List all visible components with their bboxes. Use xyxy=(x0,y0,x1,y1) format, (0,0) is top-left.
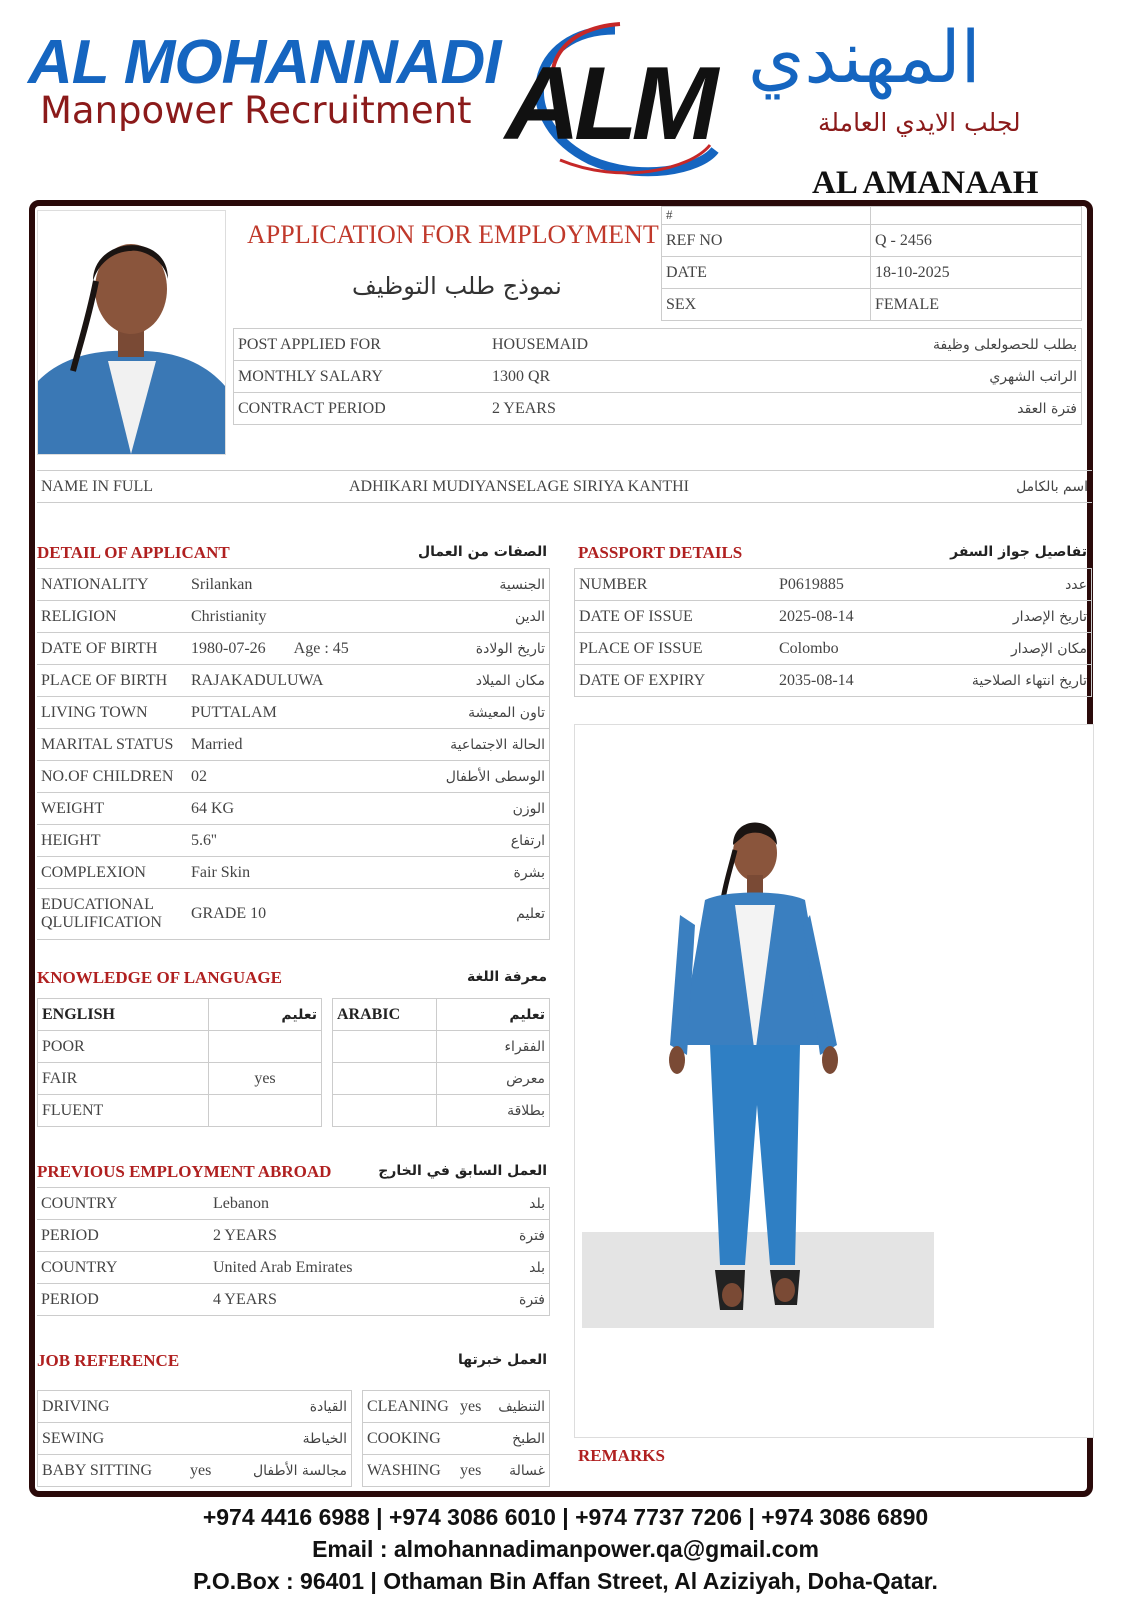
age-value: Age : 45 xyxy=(293,639,349,657)
table-row xyxy=(333,1095,549,1126)
cell-value: United Arab Emirates xyxy=(209,1252,467,1284)
post-row xyxy=(234,329,1081,361)
job-table-right xyxy=(362,1390,550,1487)
hash-cell: # xyxy=(662,207,871,225)
table-row xyxy=(575,569,1091,601)
cell-arabic: تاون المعيشة xyxy=(395,697,549,729)
empty-cell xyxy=(333,1063,437,1095)
table-row xyxy=(37,729,549,761)
table-row xyxy=(575,665,1091,696)
cell-value: Colombo xyxy=(775,633,933,665)
language-section-title: KNOWLEDGE OF LANGUAGE xyxy=(37,968,282,987)
cell-label: DRIVING xyxy=(38,1391,186,1423)
cell-value xyxy=(456,1423,489,1455)
post-label: POST APPLIED FOR xyxy=(234,329,488,361)
post-arabic: بطلب للحصولعلى وظيفة xyxy=(796,329,1081,361)
cell-arabic: فترة xyxy=(467,1220,549,1252)
brand-subtitle: Manpower Recruitment xyxy=(40,89,472,132)
table-row xyxy=(363,1423,549,1455)
sex-label: SEX xyxy=(662,289,871,320)
cell-label: EDUCATIONAL QLULIFICATION xyxy=(37,889,187,940)
cell-label: HEIGHT xyxy=(37,825,187,857)
post-value: HOUSEMAID xyxy=(488,329,796,361)
al-amanaah-label: AL AMANAAH xyxy=(812,165,1039,201)
contract-row xyxy=(234,393,1081,424)
employment-table xyxy=(37,1187,550,1316)
cell-label: CLEANING xyxy=(363,1391,456,1423)
footer-phones: +974 4416 6988 | +974 3086 6010 | +974 7737 7206 | +974 3086 6890 xyxy=(202,1504,929,1530)
table-row xyxy=(38,999,321,1031)
form-title-arabic: نموذج طلب التوظيف xyxy=(352,272,562,300)
cell-arabic: الحالة الاجتماعية xyxy=(395,729,549,761)
cell-value: 02 xyxy=(187,761,395,793)
passport-table xyxy=(574,568,1092,697)
cell-value: Fair Skin xyxy=(187,857,395,889)
name-value: ADHIKARI MUDIYANSELAGE SIRIYA KANTHI xyxy=(349,477,689,495)
cell-label: SEWING xyxy=(38,1423,186,1455)
english-header: ENGLISH xyxy=(38,999,209,1031)
applicant-section-title: DETAIL OF APPLICANT xyxy=(37,543,230,562)
date-value: 18-10-2025 xyxy=(871,257,1081,289)
table-row xyxy=(38,1423,351,1455)
contract-value: 2 YEARS xyxy=(492,399,556,417)
cell-label: COUNTRY xyxy=(37,1252,209,1284)
table-row xyxy=(37,697,549,729)
table-row xyxy=(575,633,1091,665)
table-row xyxy=(363,1391,549,1423)
cell-value: 2 YEARS xyxy=(209,1220,467,1252)
cell-value: yes xyxy=(460,1461,482,1479)
name-row xyxy=(37,470,1092,503)
cell-arabic: ارتفاع xyxy=(395,825,549,857)
cell-arabic: بلد xyxy=(467,1252,549,1284)
table-row xyxy=(38,1031,321,1063)
cell-label: PERIOD xyxy=(37,1220,209,1252)
cell-arabic: بطلاقة xyxy=(507,1102,545,1119)
salary-arabic: الراتب الشهري xyxy=(796,361,1081,393)
table-row xyxy=(363,1455,549,1486)
contract-arabic: فترة العقد xyxy=(1017,400,1077,417)
salary-value: 1300 QR xyxy=(488,361,796,393)
cell-arabic: فترة xyxy=(467,1284,549,1316)
brand-name-arabic: المهندي xyxy=(748,15,981,99)
cell-label: PERIOD xyxy=(37,1284,209,1316)
cell-value: RAJAKADULUWA xyxy=(187,665,395,697)
cell-label: WEIGHT xyxy=(37,793,187,825)
ref-label: REF NO xyxy=(662,225,871,257)
table-row xyxy=(37,825,549,857)
cell-value: yes xyxy=(456,1391,489,1423)
table-row xyxy=(38,1095,321,1126)
table-row xyxy=(38,1063,321,1095)
passport-section-title-arabic: تفاصيل جواز السفر xyxy=(950,544,1087,560)
table-row xyxy=(37,665,549,697)
table-row xyxy=(333,999,549,1031)
post-table xyxy=(233,328,1082,425)
cell-arabic: الدين xyxy=(395,601,549,633)
brand-name-english: AL MOHANNADI xyxy=(28,28,501,97)
cell-label: NUMBER xyxy=(575,569,775,601)
cell-value: yes xyxy=(190,1461,212,1479)
cell-arabic: معرض xyxy=(437,1063,549,1095)
cell-arabic: مكان الميلاد xyxy=(395,665,549,697)
table-row xyxy=(37,633,549,665)
form-title: APPLICATION FOR EMPLOYMENT xyxy=(247,220,659,249)
cell-label: COUNTRY xyxy=(37,1188,209,1220)
cell-arabic: تاريخ الإصدار xyxy=(933,601,1091,633)
cell-arabic: تعليم xyxy=(395,889,549,940)
cell-value: yes xyxy=(209,1063,321,1095)
cell-label: PLACE OF BIRTH xyxy=(37,665,187,697)
full-body-image xyxy=(575,725,1093,1437)
footer-email: Email : almohannadimanpower.qa@gmail.com xyxy=(312,1536,819,1562)
cell-value xyxy=(187,633,395,665)
cell-value: Married xyxy=(187,729,395,761)
reference-table xyxy=(661,206,1082,321)
table-row xyxy=(37,601,549,633)
cell-arabic: بشرة xyxy=(395,857,549,889)
cell-arabic: الفقراء xyxy=(437,1031,549,1063)
cell-arabic: تاريخ الولادة xyxy=(395,633,549,665)
cell-label: DATE OF EXPIRY xyxy=(579,671,706,689)
cell-label: POOR xyxy=(38,1031,209,1063)
table-row xyxy=(37,857,549,889)
cell-label: DATE OF BIRTH xyxy=(37,633,187,665)
cell-arabic: الطبخ xyxy=(489,1423,549,1455)
cell-arabic: التنظيف xyxy=(489,1391,549,1423)
footer-address: P.O.Box : 96401 | Othaman Bin Affan Street, Al Aziziyah, Doha-Qatar. xyxy=(193,1568,938,1594)
salary-label: MONTHLY SALARY xyxy=(234,361,488,393)
cell-value: 2035-08-14 xyxy=(779,671,854,689)
table-row xyxy=(37,793,549,825)
arabic-header-arabic: تعليم xyxy=(437,999,549,1031)
cell-arabic: القيادة xyxy=(244,1391,351,1423)
applicant-portrait xyxy=(37,210,226,455)
cell-label: LIVING TOWN xyxy=(37,697,187,729)
cell-value: P0619885 xyxy=(775,569,933,601)
cell-value xyxy=(209,1095,321,1126)
cell-arabic: تاريخ انتهاء الصلاحية xyxy=(971,672,1087,689)
arabic-header: ARABIC xyxy=(333,999,437,1031)
table-row xyxy=(37,1284,549,1316)
cell-value: Christianity xyxy=(187,601,395,633)
table-row xyxy=(37,1188,549,1220)
table-row xyxy=(38,1391,351,1423)
empty-cell xyxy=(333,1031,437,1063)
cell-arabic: بلد xyxy=(467,1188,549,1220)
cell-label: BABY SITTING xyxy=(42,1461,153,1479)
job-section-title-arabic: العمل خبرتها xyxy=(458,1352,547,1368)
cell-value: 64 KG xyxy=(187,793,395,825)
passport-section-title: PASSPORT DETAILS xyxy=(578,543,743,562)
cell-value: Lebanon xyxy=(209,1188,467,1220)
employment-section-title-arabic: العمل السابق في الخارج xyxy=(378,1163,547,1179)
portrait-image xyxy=(38,211,225,454)
arabic-table xyxy=(332,998,550,1127)
cell-label: COMPLEXION xyxy=(37,857,187,889)
table-row xyxy=(333,1063,549,1095)
cell-arabic: الوسطى الأطفال xyxy=(395,761,549,793)
cell-value: 5.6'' xyxy=(187,825,395,857)
cell-label: NATIONALITY xyxy=(37,569,187,601)
language-section-title-arabic: معرفة اللغة xyxy=(467,969,547,985)
cell-arabic: الجنسية xyxy=(395,569,549,601)
cell-arabic: مجالسة الأطفال xyxy=(252,1462,347,1479)
cell-label: NO.OF CHILDREN xyxy=(37,761,187,793)
table-row xyxy=(37,1220,549,1252)
name-label: NAME IN FULL xyxy=(41,477,153,495)
cell-label: FLUENT xyxy=(38,1095,209,1126)
empty-cell xyxy=(333,1095,437,1126)
table-row xyxy=(37,761,549,793)
remarks-label: REMARKS xyxy=(578,1446,665,1465)
empty-cell xyxy=(871,207,1081,225)
english-header-arabic: تعليم xyxy=(209,999,321,1031)
table-row xyxy=(333,1031,549,1063)
cell-value: 4 YEARS xyxy=(209,1284,467,1316)
cell-value xyxy=(186,1423,244,1455)
ref-value: Q - 2456 xyxy=(871,225,1081,257)
cell-label: RELIGION xyxy=(37,601,187,633)
cell-value: PUTTALAM xyxy=(187,697,395,729)
contract-label: CONTRACT PERIOD xyxy=(238,399,386,417)
cell-arabic: الخياطة xyxy=(244,1423,351,1455)
cell-label: WASHING xyxy=(367,1461,441,1479)
job-section-title: JOB REFERENCE xyxy=(37,1351,180,1370)
cell-value: Srilankan xyxy=(187,569,395,601)
cell-arabic: الوزن xyxy=(395,793,549,825)
cell-label: COOKING xyxy=(363,1423,456,1455)
cell-value xyxy=(209,1031,321,1063)
cell-arabic: غسالة xyxy=(509,1462,545,1479)
salary-row xyxy=(234,361,1081,393)
cell-value xyxy=(186,1391,244,1423)
table-row xyxy=(575,601,1091,633)
name-arabic: اسم بالكامل xyxy=(1016,478,1088,495)
cell-label: MARITAL STATUS xyxy=(37,729,187,761)
employment-section-title: PREVIOUS EMPLOYMENT ABROAD xyxy=(37,1162,332,1181)
applicant-full-photo xyxy=(574,724,1094,1438)
table-row xyxy=(38,1455,351,1486)
table-row xyxy=(37,569,549,601)
applicant-section-title-arabic: الصفات من العمال xyxy=(417,544,547,560)
cell-value: 2025-08-14 xyxy=(775,601,933,633)
table-row xyxy=(37,889,549,940)
applicant-table xyxy=(37,568,550,940)
brand-subtitle-arabic: لجلب الايدي العاملة xyxy=(818,108,1021,137)
job-table-left xyxy=(37,1390,352,1487)
cell-arabic: عدد xyxy=(933,569,1091,601)
alm-logo-text: ALM xyxy=(505,46,713,162)
cell-label: DATE OF ISSUE xyxy=(575,601,775,633)
english-table xyxy=(37,998,322,1127)
sex-value: FEMALE xyxy=(875,295,939,313)
table-row xyxy=(37,1252,549,1284)
dob-value: 1980-07-26 xyxy=(191,639,266,657)
cell-arabic: مكان الإصدار xyxy=(933,633,1091,665)
cell-label: PLACE OF ISSUE xyxy=(575,633,775,665)
cell-value: GRADE 10 xyxy=(187,889,395,940)
cell-label: FAIR xyxy=(38,1063,209,1095)
date-label: DATE xyxy=(662,257,871,289)
